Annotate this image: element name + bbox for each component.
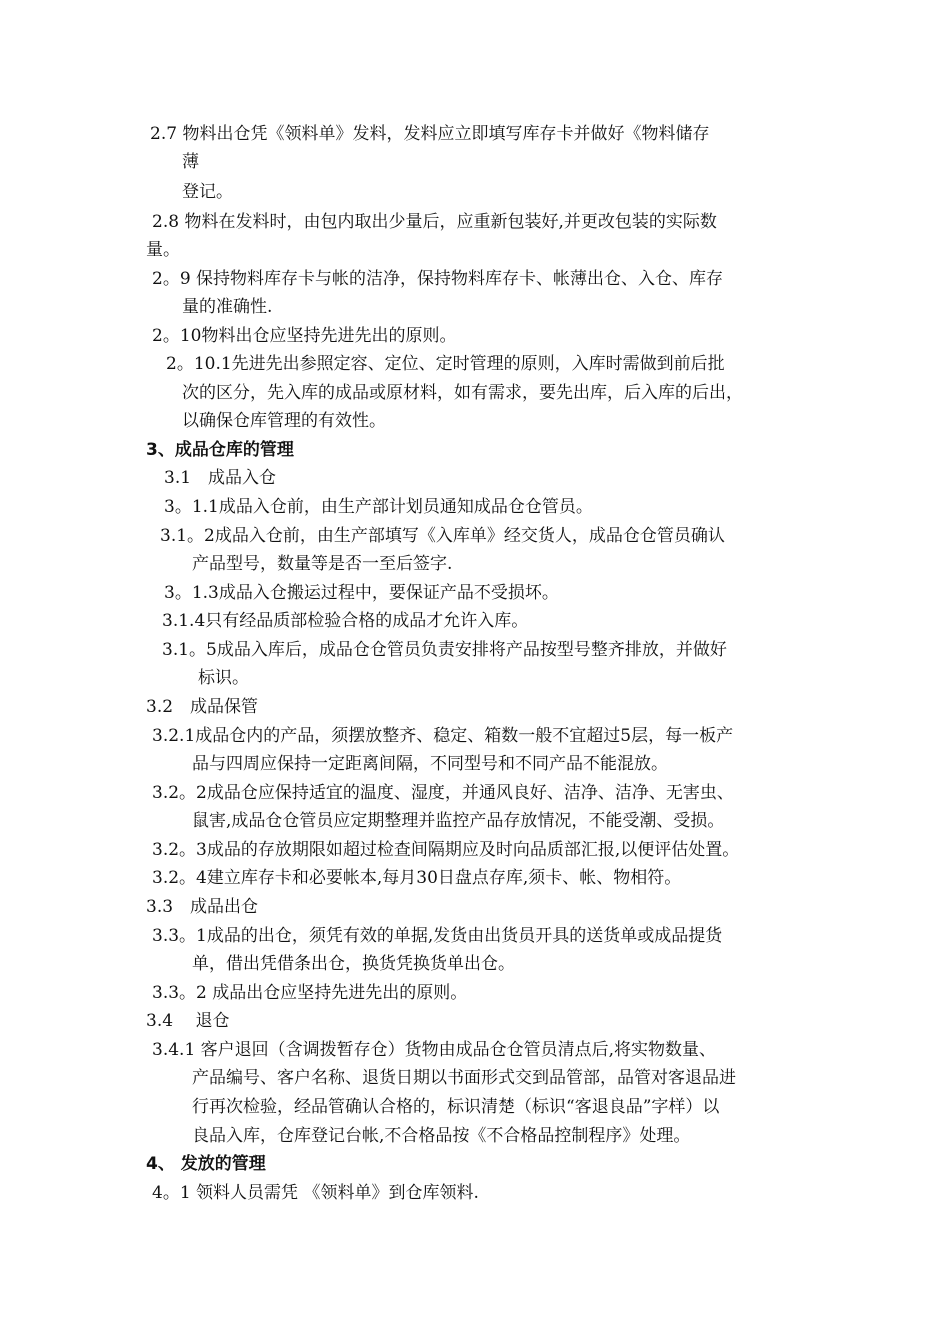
line-2-8-cont: 量。 xyxy=(146,240,180,260)
subheading-3-3: 3.3 成品出仓 xyxy=(146,897,259,917)
line-3-1-1: 3。1.1成品入仓前，由生产部计划员通知成品仓仓管员。 xyxy=(164,497,593,517)
line-3-1-3: 3。1.3成品入仓搬运过程中，要保证产品不受损坏。 xyxy=(164,583,559,603)
line-4-1: 4。1 领料人员需凭 《领料单》到仓库领料. xyxy=(152,1183,479,1203)
line-3-2-2-cont: 鼠害,成品仓仓管员应定期整理并监控产品存放情况，不能受潮、受损。 xyxy=(192,811,725,831)
line-2-9-cont: 量的准确性. xyxy=(182,297,273,317)
line-3-2-3: 3.2。3成品的存放期限如超过检查间隔期应及时向品质部汇报,以便评估处置。 xyxy=(152,840,740,860)
line-3-1-2-cont: 产品型号，数量等是否一至后签字. xyxy=(192,554,453,574)
line-3-2-1: 3.2.1成品仓内的产品，须摆放整齐、稳定、箱数一般不宜超过5层，每一板产 xyxy=(152,726,734,746)
subheading-3-4: 3.4 退仓 xyxy=(146,1011,230,1031)
line-2-10-1-cont-a: 次的区分，先入库的成品或原材料，如有需求，要先出库，后入库的后出， xyxy=(182,383,743,403)
line-3-2-4: 3.2。4建立库存卡和必要帐本,每月30日盘点存库,须卡、帐、物相符。 xyxy=(152,868,682,888)
line-2-10-1-cont-b: 以确保仓库管理的有效性。 xyxy=(182,411,386,431)
section-heading-3: 3、成品仓库的管理 xyxy=(146,440,294,460)
subheading-3-1: 3.1 成品入仓 xyxy=(164,468,277,488)
line-3-1-4: 3.1.4只有经品质部检验合格的成品才允许入库。 xyxy=(162,611,529,631)
line-3-3-1-cont: 单，借出凭借条出仓，换货凭换货单出仓。 xyxy=(192,954,515,974)
line-3-4-1-cont-a: 产品编号、客户名称、退货日期以书面形式交到品管部，品管对客退品进 xyxy=(192,1068,736,1088)
line-2-10: 2。10物料出仓应坚持先进先出的原则。 xyxy=(152,326,457,346)
line-3-1-2: 3.1。2成品入仓前，由生产部填写《入库单》经交货人，成品仓仓管员确认 xyxy=(160,526,725,546)
line-3-4-1: 3.4.1 客户退回（含调拨暂存仓）货物由成品仓仓管员清点后,将实物数量、 xyxy=(152,1040,717,1060)
line-2-7-wrap: 薄 xyxy=(182,152,199,172)
line-3-2-1-cont: 品与四周应保持一定距离间隔，不同型号和不同产品不能混放。 xyxy=(192,754,668,774)
line-2-8: 2.8 物料在发料时，由包内取出少量后，应重新包装好,并更改包装的实际数 xyxy=(152,212,717,232)
section-heading-4: 4、 发放的管理 xyxy=(146,1154,266,1174)
line-3-2-2: 3.2。2成品仓应保持适宜的温度、湿度，并通风良好、洁净、洁净、无害虫、 xyxy=(152,783,734,803)
line-3-3-1: 3.3。1成品的出仓，须凭有效的单据,发货由出货员开具的送货单或成品提货 xyxy=(152,926,723,946)
line-2-7: 2.7 物料出仓凭《领料单》发料，发料应立即填写库存卡并做好《物料储存 xyxy=(150,124,710,144)
subheading-3-2: 3.2 成品保管 xyxy=(146,697,259,717)
line-2-7-cont: 登记。 xyxy=(182,182,233,202)
line-3-1-5-cont: 标识。 xyxy=(198,668,249,688)
line-3-4-1-cont-b: 行再次检验，经品管确认合格的，标识清楚（标识“客退良品”字样）以 xyxy=(192,1097,720,1117)
line-3-1-5: 3.1。5成品入库后，成品仓仓管员负责安排将产品按型号整齐排放，并做好 xyxy=(162,640,727,660)
line-3-4-1-cont-c: 良品入库，仓库登记台帐,不合格品按《不合格品控制程序》处理。 xyxy=(192,1126,691,1146)
line-2-9: 2。9 保持物料库存卡与帐的洁净，保持物料库存卡、帐薄出仓、入仓、库存 xyxy=(152,269,724,289)
line-2-10-1: 2。10.1先进先出参照定容、定位、定时管理的原则，入库时需做到前后批 xyxy=(166,354,725,374)
line-3-3-2: 3.3。2 成品出仓应坚持先进先出的原则。 xyxy=(152,983,468,1003)
